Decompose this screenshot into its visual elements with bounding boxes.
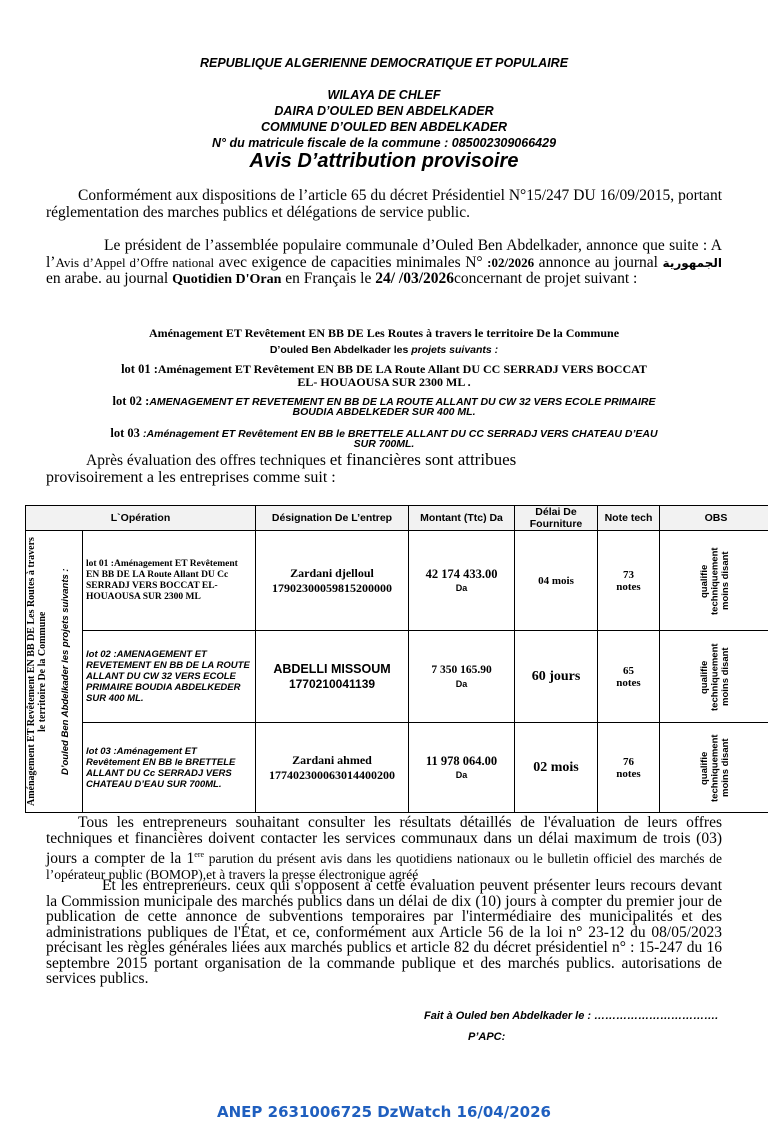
p2-journal: Quotidien D'Oran: [172, 272, 282, 287]
entreprise-name: Zardani ahmed: [292, 752, 372, 767]
entreprise-cell: [256, 723, 409, 813]
col-obs: OBS: [660, 506, 768, 531]
operation-vertical-cell: [26, 531, 83, 813]
p2-date: 24/ /03/2026: [375, 270, 455, 287]
obs-cell: [660, 631, 768, 723]
delai-cell: 60 jours: [515, 631, 598, 723]
p3-text-b: et financières sont attribues: [329, 450, 517, 469]
note-unit: notes: [616, 580, 641, 593]
table-row: [26, 723, 768, 813]
lot2-desc: AMENAGEMENT ET REVETEMENT EN BB DE LA ROUTE ALLANT DU CW 32 VERS ECOLE PRIMAIRE: [149, 396, 656, 408]
note-value: 73: [623, 568, 634, 581]
consultation-paragraph: [46, 815, 722, 883]
lot-cell: lot 02 :AMENAGEMENT ET REVETEMENT EN BB DE LA ROUTE ALLANT DU CW 32 VERS ECOLE PRIMAIRE BOUDIA ABDELKEDER SUR 400 ML.: [83, 631, 256, 723]
intro-paragraph-2: [46, 238, 722, 289]
lot3-label: lot 03: [110, 426, 144, 440]
operation-vertical-text-2: D’ouled Ben Abdelkader les projets suivants :: [59, 568, 71, 775]
entreprise-name: ABDELLI MISSOUM: [273, 661, 391, 676]
delai-cell: 02 mois: [515, 723, 598, 813]
p3-text-c: provisoirement a les entreprises comme suit :: [46, 468, 336, 486]
obs-cell: [660, 531, 768, 631]
delai-cell: 04 mois: [515, 531, 598, 631]
p2-text-e: en arabe. au journal: [46, 270, 173, 287]
project-line-2b: projets suivants :: [411, 344, 499, 356]
montant-cell: [409, 531, 515, 631]
table-row: [26, 631, 768, 723]
attribution-table: [25, 505, 768, 813]
commune-header: COMMUNE D’OULED BEN ABDELKADER: [260, 120, 508, 134]
recours-paragraph: Et les entrepreneurs. ceux qui s'opposent à cette évaluation peuvent présenter leurs recours devant la Commission municipale des marchés publics dans un délai de dix (10) jours à compter du premier jour de publication de cette annonce de subventions temporaires par l'intermédiaire des municipalités et des administrations publiques de l'État, et ce, conformément aux Article 56 de la loi n° 23-12 du 08/05/2023 précisant les règles générales liées aux marchés publics et article 82 du décret présidentiel n° : 15-247 du 16 septembre 2015 portant organisation de la commande publique et des marchés publics. autorisations de services publics.: [46, 877, 722, 987]
p4-text: Tous les entrepreneurs souhaitant consulter les résultats détaillés de l'évaluation de leurs offres techniques et financières doivent contacter les services communaux dans un délai maximum de trois (03) jours a compter de la 1: [46, 814, 722, 868]
signature-apc: P’APC:: [468, 1031, 506, 1043]
p2-text-c: avec exigence de capacities minimales N°: [214, 253, 488, 271]
p3-text-a: Après évaluation des offres techniques: [86, 452, 330, 469]
p4-text-b: parution du présent avis dans les quotidiens nationaux ou le bulletin officiel des marchés de l’opérateur public (BOMOP),et à travers la presse électronique agréé: [46, 851, 722, 883]
anep-footer: ANEP 2631006725 DzWatch 16/04/2026: [217, 1103, 551, 1121]
p2-number: :02/2026: [487, 254, 535, 270]
montant-value: 42 174 433.00: [425, 566, 498, 581]
signature-place: Fait à Ouled ben Abdelkader le : …………………………….: [424, 1010, 719, 1022]
note-cell: [598, 531, 660, 631]
entreprise-nif: 177402300063014400200: [269, 767, 395, 782]
daira-header: DAIRA D’OULED BEN ABDELKADER: [274, 104, 494, 118]
document-title: Avis D’attribution provisoire: [249, 150, 519, 172]
matricule-line: N° du matricule fiscale de la commune : 085002309066429: [211, 136, 557, 150]
obs-text: qualifie techniquement moins disant: [699, 733, 732, 802]
lot1-desc: Aménagement ET Revêtement EN BB DE LA Route Allant DU CC SERRADJ VERS BOCCAT: [157, 362, 647, 376]
entreprise-nif: 1770210041139: [288, 676, 376, 691]
obs-text: qualifie techniquement moins disant: [699, 642, 732, 711]
lot2-label: lot 02 :: [112, 394, 150, 408]
entreprise-cell: [256, 631, 409, 723]
wilaya-header: WILAYA DE CHLEF: [327, 88, 441, 102]
montant-currency: Da: [455, 769, 468, 780]
montant-currency: Da: [455, 582, 468, 593]
lot3-line-2: SUR 700ML.: [353, 438, 415, 450]
col-note: Note tech: [598, 506, 660, 531]
lot1-line-2: EL- HOUAOUSA SUR 2300 ML .: [297, 375, 471, 389]
montant-value: 7 350 165.90: [431, 663, 492, 676]
montant-cell: [409, 723, 515, 813]
intro-paragraph-3: [46, 452, 722, 486]
project-line-2: [0, 340, 768, 358]
p2-arabic-journal: الجمهورية: [662, 255, 722, 270]
montant-value: 11 978 064.00: [425, 753, 498, 768]
lot-cell: lot 01 :Aménagement ET Revêtement EN BB DE LA Route Allant DU Cc SERRADJ VERS BOCCAT EL- HOUAOUSA SUR 2300 ML: [83, 531, 256, 631]
entreprise-name: Zardani djelloul: [290, 565, 374, 580]
lot-cell: lot 03 :Aménagement ET Revêtement EN BB le BRETTELE ALLANT DU Cc SERRADJ VERS CHATEAU D’EAU SUR 700ML.: [83, 723, 256, 813]
col-entreprise: Désignation De L’entrep: [256, 506, 409, 531]
col-delai: Délai De Fourniture: [515, 506, 598, 531]
republic-header: REPUBLIQUE ALGERIENNE DEMOCRATIQUE ET POPULAIRE: [199, 56, 569, 70]
obs-text: qualifie techniquement moins disant: [699, 546, 732, 615]
col-montant: Montant (Ttc) Da: [409, 506, 515, 531]
p2-aao: Avis d’Appel d’Offre national: [55, 254, 215, 270]
montant-currency: Da: [455, 678, 468, 689]
p2-text-d: annonce au journal: [534, 253, 663, 271]
project-line-1: Aménagement ET Revêtement EN BB DE Les Routes à travers le territoire De la Commune: [148, 326, 620, 340]
entreprise-cell: [256, 531, 409, 631]
lot3-desc: :Aménagement ET Revêtement EN BB le BRETTELE ALLANT DU CC SERRADJ VERS CHATEAU D’EAU: [143, 428, 658, 440]
project-line-2a: D’ouled Ben Abdelkader les: [269, 344, 412, 356]
obs-cell: [660, 723, 768, 813]
p2-text-a: Le président de l’assemblée populaire communale d’Ouled Ben Abdelkader, annonce que suite : A l’: [46, 237, 722, 271]
note-unit: notes: [616, 767, 641, 780]
p4-superscript: ere: [194, 850, 205, 859]
entreprise-nif: 17902300059815200000: [272, 580, 392, 595]
operation-vertical-text: Aménagement ET Revêtement EN BB DE Les Routes à travers le territoire De la Commune: [26, 537, 48, 806]
note-value: 76: [623, 755, 634, 768]
note-cell: [598, 723, 660, 813]
lot1-label: lot 01 :: [121, 362, 158, 376]
montant-cell: [409, 631, 515, 723]
p2-text-f: en Français le: [281, 270, 376, 287]
table-row: [26, 531, 768, 631]
intro-paragraph-1: Conformément aux dispositions de l’article 65 du décret Présidentiel N°15/247 DU 16/09/2015, portant réglementation des marches publics et délégations de service public.: [46, 187, 722, 221]
note-value: 65: [623, 664, 634, 677]
lot2-line-2: BOUDIA ABDELKEDER SUR 400 ML.: [292, 406, 476, 418]
note-unit: notes: [616, 676, 641, 689]
p2-text-g: concernant de projet suivant :: [454, 270, 638, 287]
note-cell: [598, 631, 660, 723]
col-operation: L`Opération: [26, 506, 256, 531]
table-header-row: [26, 506, 768, 531]
